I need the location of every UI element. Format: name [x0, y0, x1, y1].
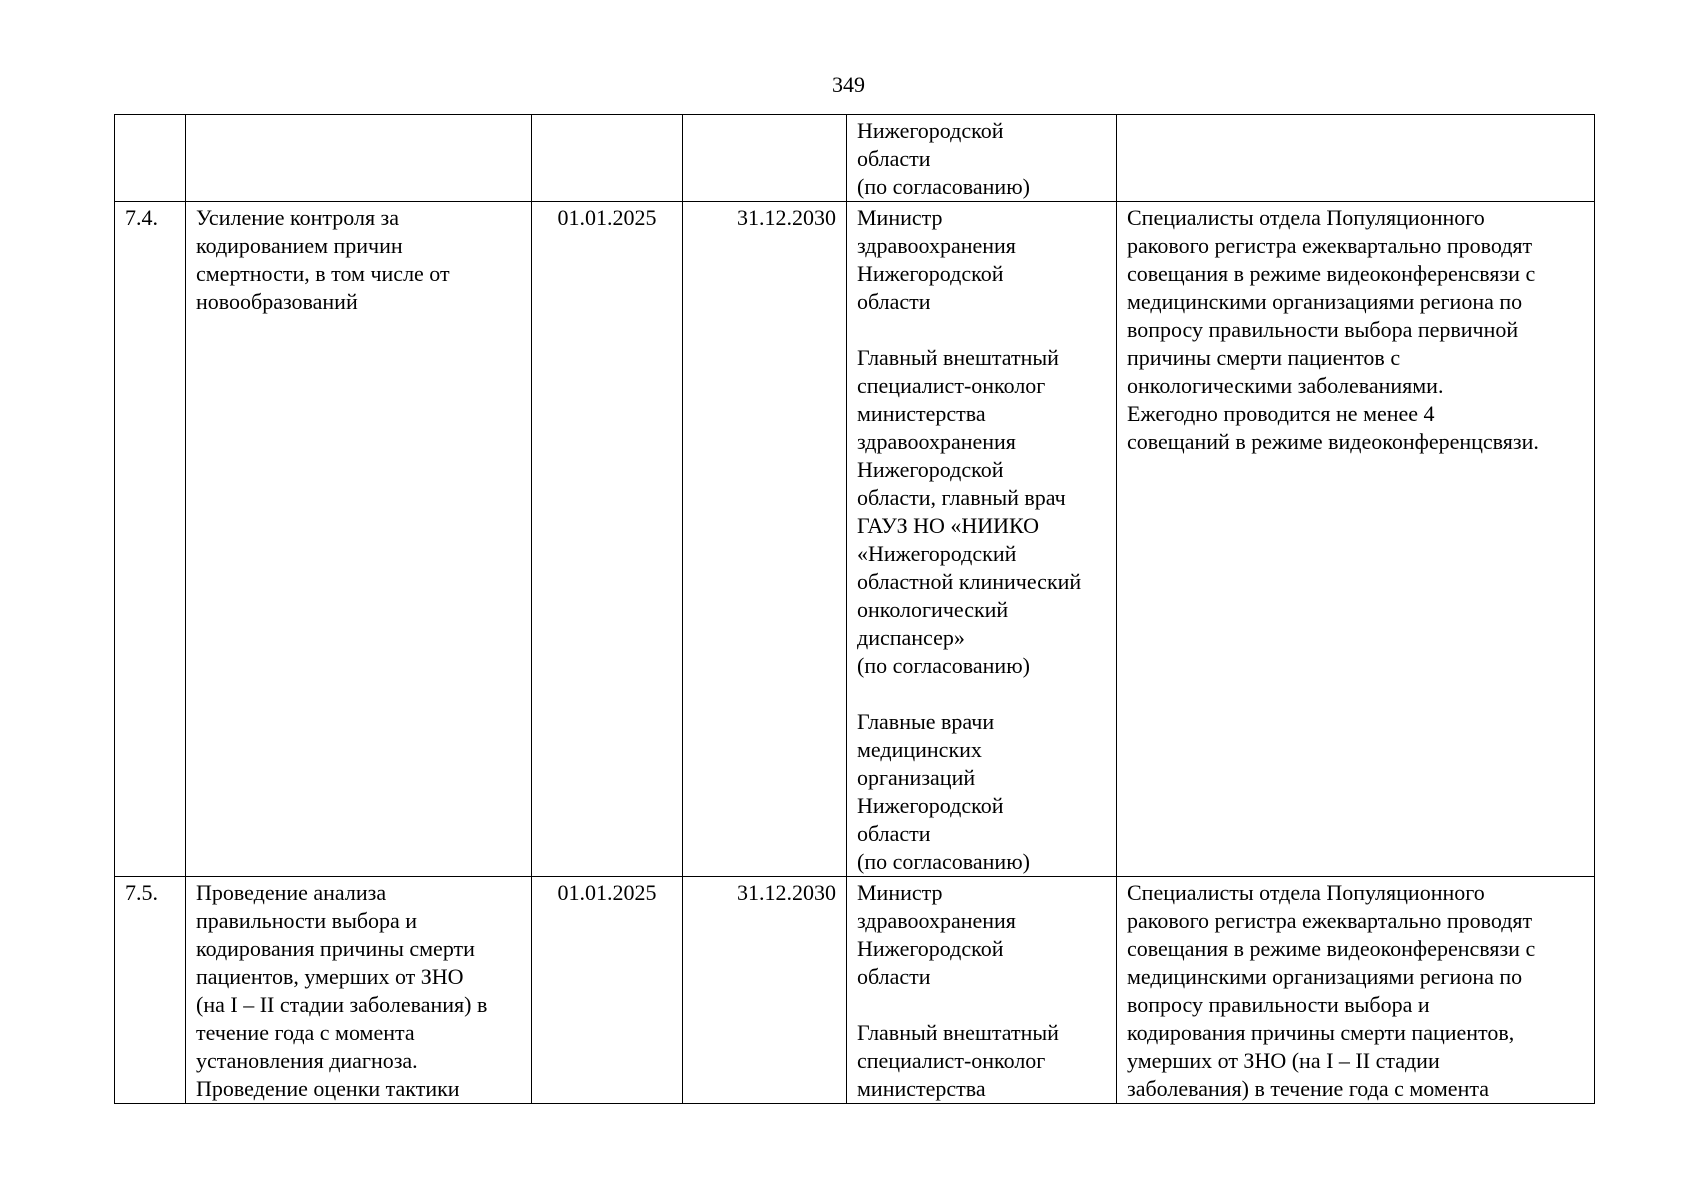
cell-result: Специалисты отдела Популяционного ракового регистра ежеквартально проводят совещания в режиме видеоконференсвязи с медицинскими организациями региона по вопросу правильности выбора и кодирования причины смерти пациентов, умерших от ЗНО (на I – II стадии заболевания) в течение года с момента: [1117, 877, 1595, 1104]
measures-table: [114, 114, 1595, 1104]
cell-end-date: 31.12.2030: [683, 877, 847, 1104]
cell-responsible: Нижегородской области (по согласованию): [847, 115, 1117, 202]
cell-measure-name: Проведение анализа правильности выбора и кодирования причины смерти пациентов, умерших от ЗНО (на I – II стадии заболевания) в течение года с момента установления диагноза. Проведение оценки тактики: [186, 877, 532, 1104]
cell-measure-name: Усиление контроля за кодированием причин смертности, в том числе от новообразований: [186, 202, 532, 877]
cell-responsible: Министр здравоохранения Нижегородской области Главный внештатный специалист-онколог министерства здравоохранения Нижегородской области, главный врач ГАУЗ НО «НИИКО «Нижегородский областной клинический онкологический диспансер» (по согласованию) Главные врачи медицинских организаций Нижегородской области (по согласованию): [847, 202, 1117, 877]
cell-start-date: 01.01.2025: [532, 202, 683, 877]
cell-number: 7.4.: [115, 202, 186, 877]
cell-number: 7.5.: [115, 877, 186, 1104]
table-row: [115, 877, 1595, 1104]
cell-responsible: Министр здравоохранения Нижегородской области Главный внештатный специалист-онколог министерства: [847, 877, 1117, 1104]
page-number: 349: [832, 72, 865, 97]
cell-start-date: [532, 115, 683, 202]
cell-start-date: 01.01.2025: [532, 877, 683, 1104]
cell-measure-name: [186, 115, 532, 202]
cell-number: [115, 115, 186, 202]
table-row: [115, 202, 1595, 877]
table-row: [115, 115, 1595, 202]
cell-result: Специалисты отдела Популяционного ракового регистра ежеквартально проводят совещания в режиме видеоконференсвязи с медицинскими организациями региона по вопросу правильности выбора первичной причины смерти пациентов с онкологическими заболеваниями. Ежегодно проводится не менее 4 совещаний в режиме видеоконференцсвязи.: [1117, 202, 1595, 877]
cell-end-date: 31.12.2030: [683, 202, 847, 877]
cell-end-date: [683, 115, 847, 202]
cell-result: [1117, 115, 1595, 202]
